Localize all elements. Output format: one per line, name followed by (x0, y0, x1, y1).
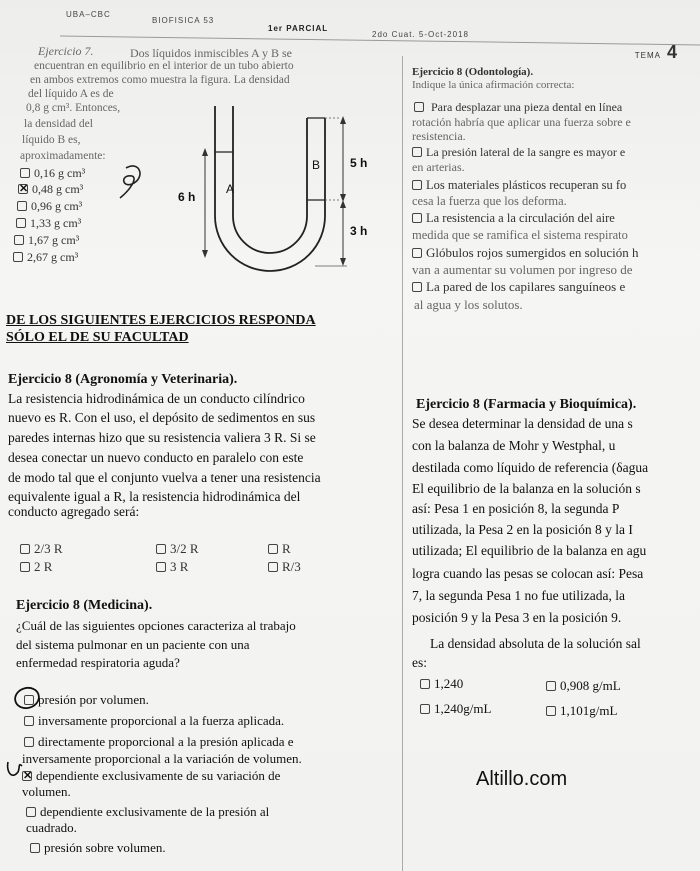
column-divider (402, 56, 403, 871)
medicina-title: Ejercicio 8 (Medicina). (16, 598, 153, 613)
checkbox-icon (268, 544, 278, 554)
medicina-option-selected[interactable]: ✕dependiente exclusivamente de su variación de (22, 768, 280, 784)
medicina-option[interactable]: presión sobre volumen. (30, 840, 166, 856)
odonto-option[interactable]: La resistencia a la circulación del aire (412, 211, 615, 226)
odonto-line: en arterias. (412, 160, 465, 174)
medicina-option[interactable]: inversamente proporcional a la fuerza aplicada. (24, 713, 284, 729)
ej7-line: la densidad del (24, 118, 93, 130)
medicina-option[interactable]: directamente proporcional a la presión aplicada e (24, 734, 294, 750)
ej7-option[interactable]: 1,33 g cm³ (16, 216, 81, 231)
odonto-option[interactable]: Los materiales plásticos recuperan su fo (412, 178, 626, 193)
checkbox-icon (546, 706, 556, 716)
farmacia-line: destilada como líquido de referencia (δagua (412, 460, 649, 475)
ej7-option-selected[interactable]: ✕0,48 g cm³ (18, 182, 83, 197)
checkbox-icon (268, 562, 278, 572)
checked-box-icon (22, 771, 32, 781)
farmacia-line: La densidad absoluta de la solución sal (430, 636, 641, 651)
ej7-line: en ambos extremos como muestra la figura. La densidad (30, 74, 290, 86)
agro-option[interactable]: 3/2 R (156, 541, 199, 557)
checkbox-icon (156, 562, 166, 572)
checkbox-icon (412, 147, 422, 157)
checkbox-icon (420, 679, 430, 689)
odonto-line: medida que se ramifica el sistema respirato (412, 228, 628, 242)
odonto-subtitle: Indique la única afirmación correcta: (412, 79, 575, 91)
agro-option[interactable]: R (268, 541, 291, 557)
checkbox-icon (24, 737, 34, 747)
checkbox-icon (414, 102, 424, 112)
agro-line: nuevo es R. Con el uso, el depósito de sedimentos en sus (8, 410, 316, 425)
farmacia-line: Se desea determinar la densidad de una s (412, 416, 633, 431)
farmacia-title: Ejercicio 8 (Farmacia y Bioquímica). (416, 397, 637, 412)
u-tube-figure (165, 96, 395, 276)
handwritten-scribble-icon (112, 160, 152, 204)
agro-line: La resistencia hidrodinámica de un conducto cilíndrico (8, 391, 305, 406)
ej7-line: encuentran en equilibrio en el interior de un tubo abierto (34, 60, 294, 72)
agro-option[interactable]: 3 R (156, 559, 188, 575)
checked-box-icon (18, 184, 28, 194)
odonto-line: rotación habría que aplicar una fuerza sobre e (412, 115, 631, 129)
ej7-line: Dos líquidos inmiscibles A y B se (130, 46, 293, 60)
odonto-option[interactable]: Glóbulos rojos sumergidos en solución h (412, 245, 638, 261)
odonto-title: Ejercicio 8 (Odontología). (412, 66, 534, 78)
ej7-option[interactable]: 2,67 g cm³ (13, 250, 78, 265)
farmacia-line: El equilibrio de la balanza en la solución s (412, 481, 641, 496)
agro-option[interactable]: 2 R (20, 559, 52, 575)
farmacia-line: utilizada; El equilibrio de la balanza en agu (412, 543, 647, 558)
ej7-line: del líquido A es de (28, 88, 114, 100)
ej7-line: líquido B es, (22, 134, 81, 146)
checkbox-icon (412, 282, 422, 292)
agro-line: paredes internas hizo que su resistencia valiera 3 R. Si se (8, 430, 316, 445)
section-line-1: DE LOS SIGUIENTES EJERCICIOS RESPONDA (6, 313, 316, 328)
farmacia-line: así: Pesa 1 en posición 8, la segunda P (412, 501, 620, 516)
farmacia-line: utilizada, la Pesa 2 en la posición 8 y la I (412, 522, 633, 537)
tema-value: 4 (666, 42, 678, 62)
odonto-option[interactable]: La pared de los capilares sanguíneos e (412, 279, 625, 295)
agro-line: de modo tal que el conjunto vuelva a tener una resistencia (8, 470, 321, 485)
checkbox-icon (20, 544, 30, 554)
checkbox-icon (26, 807, 36, 817)
medicina-option[interactable]: presión por volumen. (24, 692, 149, 708)
ej7-option[interactable]: 1,67 g cm³ (14, 233, 79, 248)
agro-line: desea conectar un nuevo conducto en paralelo con este (8, 450, 304, 465)
header-date: 2do Cuat. 5-Oct-2018 (372, 30, 469, 39)
ej7-line: 0,8 g cm³. Entonces, (26, 102, 121, 114)
checkbox-icon (17, 201, 27, 211)
figure-label-6h: 6 h (178, 190, 196, 204)
checkbox-icon (16, 218, 26, 228)
checkbox-icon (24, 695, 34, 705)
farmacia-line: posición 9 y la Pesa 3 en la posición 9. (412, 610, 622, 625)
agro-line: equivalente igual a R, la resistencia hidrodinámica del (8, 489, 301, 504)
odonto-line: cesa la fuerza que los deforma. (412, 194, 567, 208)
farmacia-option[interactable]: 1,240g/mL (420, 701, 491, 717)
checkbox-icon (412, 180, 422, 190)
tema-box (635, 42, 678, 63)
header-subject: BIOFISICA 53 (152, 16, 215, 25)
header-university: UBA–CBC (66, 10, 111, 19)
farmacia-option[interactable]: 1,240 (420, 676, 463, 692)
odonto-line: resistencia. (412, 129, 466, 143)
altillo-watermark: Altillo.com (476, 768, 568, 790)
farmacia-line: con la balanza de Mohr y Westphal, u (412, 438, 616, 453)
odonto-option[interactable]: La presión lateral de la sangre es mayor e (412, 145, 625, 160)
checkbox-icon (420, 704, 430, 714)
medicina-line: del sistema pulmonar en un paciente con una (16, 637, 250, 652)
odonto-option[interactable]: Para desplazar una pieza dental en línea (414, 100, 622, 115)
medicina-line: enfermedad respiratoria aguda? (16, 655, 180, 670)
figure-label-3h: 3 h (350, 224, 368, 238)
medicina-line: inversamente proporcional a la variación de volumen. (22, 751, 302, 766)
ej7-line: aproximadamente: (20, 150, 106, 162)
figure-label-b: B (312, 158, 321, 172)
odonto-line: al agua y los solutos. (414, 297, 523, 312)
checkbox-icon (546, 681, 556, 691)
medicina-line: cuadrado. (26, 820, 77, 835)
agro-option[interactable]: R/3 (268, 559, 301, 575)
checkbox-icon (412, 248, 422, 258)
farmacia-option[interactable]: 0,908 g/mL (546, 678, 621, 694)
figure-label-5h: 5 h (350, 156, 368, 170)
section-line-2: SÓLO EL DE SU FACULTAD (6, 330, 189, 345)
header-exam: 1er PARCIAL (268, 24, 329, 33)
farmacia-option[interactable]: 1,101g/mL (546, 703, 617, 719)
farmacia-line: logra cuando las pesas se colocan así: Pesa (412, 566, 644, 581)
agro-line: conducto agregado será: (8, 504, 140, 519)
checkbox-icon (20, 562, 30, 572)
checkbox-icon (412, 213, 422, 223)
odonto-line: van a aumentar su volumen por ingreso de (412, 262, 633, 277)
exam-header (0, 8, 700, 48)
farmacia-line: 7, la segunda Pesa 1 no fue utilizada, la (412, 588, 625, 603)
checkbox-icon (24, 716, 34, 726)
checkbox-icon (13, 252, 23, 262)
tema-label: TEMA (634, 51, 661, 60)
agro-option[interactable]: 2/3 R (20, 541, 63, 557)
agro-title: Ejercicio 8 (Agronomía y Veterinaria). (8, 372, 238, 387)
checkbox-icon (156, 544, 166, 554)
ej7-option[interactable]: 0,96 g cm³ (17, 199, 82, 214)
medicina-option[interactable]: dependiente exclusivamente de la presión al (26, 804, 269, 820)
medicina-line: volumen. (22, 784, 71, 799)
checkbox-icon (30, 843, 40, 853)
medicina-line: ¿Cuál de las siguientes opciones caracteriza al trabajo (16, 618, 296, 633)
ej7-title: Ejercicio 7. (38, 44, 94, 58)
farmacia-line: es: (412, 655, 427, 670)
checkbox-icon (20, 168, 30, 178)
figure-label-a: A (226, 182, 235, 196)
checkbox-icon (14, 235, 24, 245)
ej7-option[interactable]: 0,16 g cm³ (20, 166, 85, 181)
